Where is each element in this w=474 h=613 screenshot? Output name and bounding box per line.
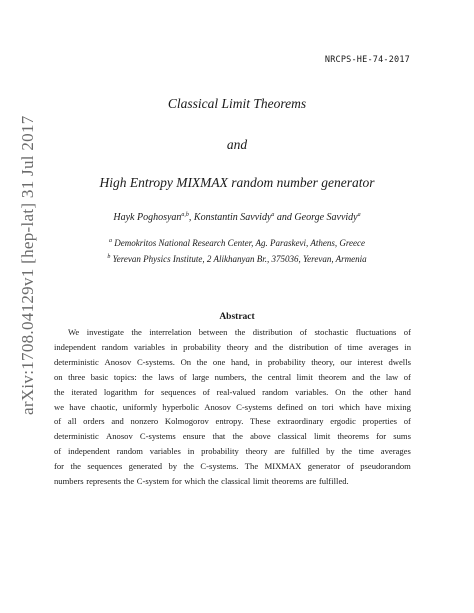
abstract-word: large [192,371,210,382]
abstract-word: hand, [230,356,250,367]
abstract-line [54,325,411,340]
author-affiliation-mark: a,b [181,212,189,218]
abstract-word: independent [54,341,96,352]
abstract-word: we [54,401,65,412]
abstract-word: variables [133,341,165,352]
abstract-line [54,355,411,370]
abstract-word: one [212,356,226,367]
abstract-word: are [305,476,317,487]
abstract-word: for [171,476,182,487]
abstract-word: are [274,446,285,457]
abstract-word: numbers [54,476,84,487]
abstract-word: MIXMAX [264,461,302,472]
abstract-word: above [250,431,271,442]
abstract-word: theorem [318,371,347,382]
abstract-word: independent [67,446,110,457]
abstract-word: probability [183,341,221,352]
abstract-word: our [340,356,352,367]
abstract-word: ergodic [330,416,356,427]
abstract-word: of [202,386,210,397]
abstract-line [54,340,411,355]
author-separator: , [188,212,194,223]
abstract-word: in [404,341,411,352]
abstract-word: and [254,341,267,352]
abstract-word: probability [267,356,306,367]
abstract-word: basic [90,371,109,382]
abstract-word: distribution [252,327,293,337]
arxiv-identifier: arXiv:1708.04129v1 [hep-lat] 31 Jul 2017 [18,115,37,415]
abstract-word: law [385,371,399,382]
abstract-line [54,459,411,474]
abstract-word: theory [245,446,268,457]
abstract-heading: Abstract [219,312,255,322]
abstract-word: C-systems. [200,461,239,472]
abstract-word: random [116,446,143,457]
abstract-word: the [272,341,284,352]
abstract-word: the [183,461,194,472]
abstract-word: stochastic [314,327,349,337]
title-line-3: High Entropy MIXMAX random number generator [99,175,375,190]
abstract-word: variables. [295,386,329,397]
author-affiliation-mark: a [357,212,361,218]
abstract-word: ensure [182,431,206,442]
abstract-word: sequences [160,386,196,397]
abstract-word: the [232,431,243,442]
abstract-word: probability [201,446,239,457]
author-list [0,212,474,223]
abstract-line [54,414,411,429]
abstract-word: the [54,386,65,397]
abstract-word: averages [368,341,399,352]
report-number: NRCPS-HE-74-2017 [324,55,410,65]
abstract-word: iterated [71,386,98,397]
abstract-word: C-system [136,476,170,487]
abstract-word: for [144,386,155,397]
abstract-word: On [335,386,346,397]
abstract-line [54,385,411,400]
abstract-word: C-systems. [136,356,175,367]
abstract-word: limit [296,371,313,382]
abstract-word: limit [314,431,331,442]
abstract-word: Anosov [104,356,132,367]
abstract-word: of [403,416,411,427]
abstract-word: orders [83,416,105,427]
abstract-word: We [68,327,80,337]
abstract-word: of [346,461,354,472]
abstract-word: Anosov [204,401,231,412]
abstract-word: sums [393,431,411,442]
abstract-word: interest [357,356,383,367]
abstract-word: which [338,401,360,412]
abstract-word: limit [252,476,270,487]
title-line-1: Classical Limit Theorems [167,96,307,111]
abstract-line [54,370,411,385]
abstract-word: dwells [388,356,411,367]
abstract-word: generator [307,461,341,472]
abstract-word: represents [86,476,122,487]
abstract-word: fulfilled. [318,476,349,487]
abstract-word: of [54,446,62,457]
title-line-2: and [226,137,248,152]
abstract-word: which [184,476,206,487]
abstract-word: other [369,386,388,397]
abstract-word: logarithm [103,386,138,397]
abstract-word: of [54,416,62,427]
author-name: Konstantin Savvidy [193,212,272,223]
abstract-body [54,325,411,489]
abstract-word: by [326,446,335,457]
abstract-word: generated [128,461,163,472]
abstract-word: of [179,371,187,382]
abstract-word: sequences [87,461,123,472]
abstract-word: have [69,401,86,412]
abstract-line [54,400,411,415]
abstract-word: that [212,431,226,442]
abstract-word: of [403,327,411,337]
abstract-word: theory [226,341,249,352]
abstract-word: chaotic, [90,401,118,412]
abstract-word: fulfilled [291,446,320,457]
abstract-word: nonzero [130,416,159,427]
abstract-word: fluctuations [355,327,397,337]
author-affiliation-mark: a [271,212,275,218]
abstract-word: properties [362,416,397,427]
abstract-word: in [255,356,263,367]
abstract-word: theory, [311,356,335,367]
abstract-word: On [180,356,192,367]
abstract-word: three [68,371,86,382]
abstract-word: hand [394,386,411,397]
abstract-word: mixing [386,401,411,412]
abstract-word: C-systems [139,431,176,442]
affiliation-text: Demokritos National Research Center, Ag. Paraskevi, Athens, Greece [114,238,365,248]
abstract-word: the [123,476,135,487]
abstract-word: random [262,386,289,397]
abstract-word: random [101,341,129,352]
abstract-word: the [341,446,352,457]
abstract-line [54,444,411,459]
abstract-word: defined [277,401,303,412]
abstract-word: and [111,416,124,427]
abstract-word: for [54,461,65,472]
abstract-word: the [352,386,363,397]
abstract-word: time [347,341,363,352]
abstract-word: hyperbolic [162,401,200,412]
abstract-line [54,474,411,489]
author-separator: and [274,212,295,223]
abstract-line [54,429,411,444]
abstract-word: topics: [113,371,137,382]
abstract-word: distribution [288,341,329,352]
abstract-word: of [299,327,307,337]
abstract-word: classical [221,476,251,487]
abstract-word: laws [158,371,174,382]
affiliation [0,238,474,248]
abstract-word: between [198,327,228,337]
abstract-word: theorems [337,431,369,442]
abstract-word: in [170,341,178,352]
abstract-word: in [187,446,195,457]
abstract-word: on [308,401,317,412]
abstract-word: have [365,401,382,412]
affiliation-mark: a [109,238,113,244]
abstract-word: the [131,327,142,337]
affiliation-text: Yerevan Physics Institute, 2 Alikhanyan Br., 375036, Yerevan, Armenia [112,254,367,264]
abstract-word: the [251,371,263,382]
abstract-word: pseudorandom [360,461,411,472]
abstract-word: C-systems [236,401,272,412]
abstract-word: real-valued [216,386,256,397]
abstract-word: These [250,416,271,427]
abstract-word: variables [149,446,181,457]
author-name: Hayk Poghosyan [113,212,182,223]
abstract-word: Kolmogorov [164,416,209,427]
abstract-word: by [168,461,178,472]
abstract-word: classical [277,431,307,442]
abstract-word: theorems [271,476,304,487]
abstract-word: extraordinary [277,416,324,427]
abstract-word: central [267,371,292,382]
abstract-word: on [54,371,63,382]
abstract-word: the [70,461,81,472]
abstract-word: Anosov [106,431,133,442]
abstract-word: deterministic [54,356,99,367]
affiliation [0,254,474,264]
abstract-word: of [403,371,411,382]
abstract-word: entropy. [215,416,244,427]
abstract-word: interrelation [149,327,192,337]
abstract-word: the [208,476,219,487]
abstract-word: tori [321,401,334,412]
author-name: George Savvidy [294,212,358,223]
abstract-word: investigate [86,327,124,337]
abstract-word: for [376,431,387,442]
abstract-word: uniformly [122,401,158,412]
abstract-word: the [196,356,208,367]
abstract-word: numbers, [214,371,247,382]
abstract-word: time [358,446,374,457]
abstract-word: of [334,341,342,352]
abstract-word: The [244,461,259,472]
abstract-word: all [67,416,77,427]
abstract-word: the [142,371,153,382]
abstract-word: the [234,327,246,337]
abstract-word: the [369,371,381,382]
affiliation-mark: b [107,254,111,260]
abstract-word: averages [380,446,411,457]
abstract-word: and [352,371,365,382]
abstract-word: deterministic [54,431,99,442]
